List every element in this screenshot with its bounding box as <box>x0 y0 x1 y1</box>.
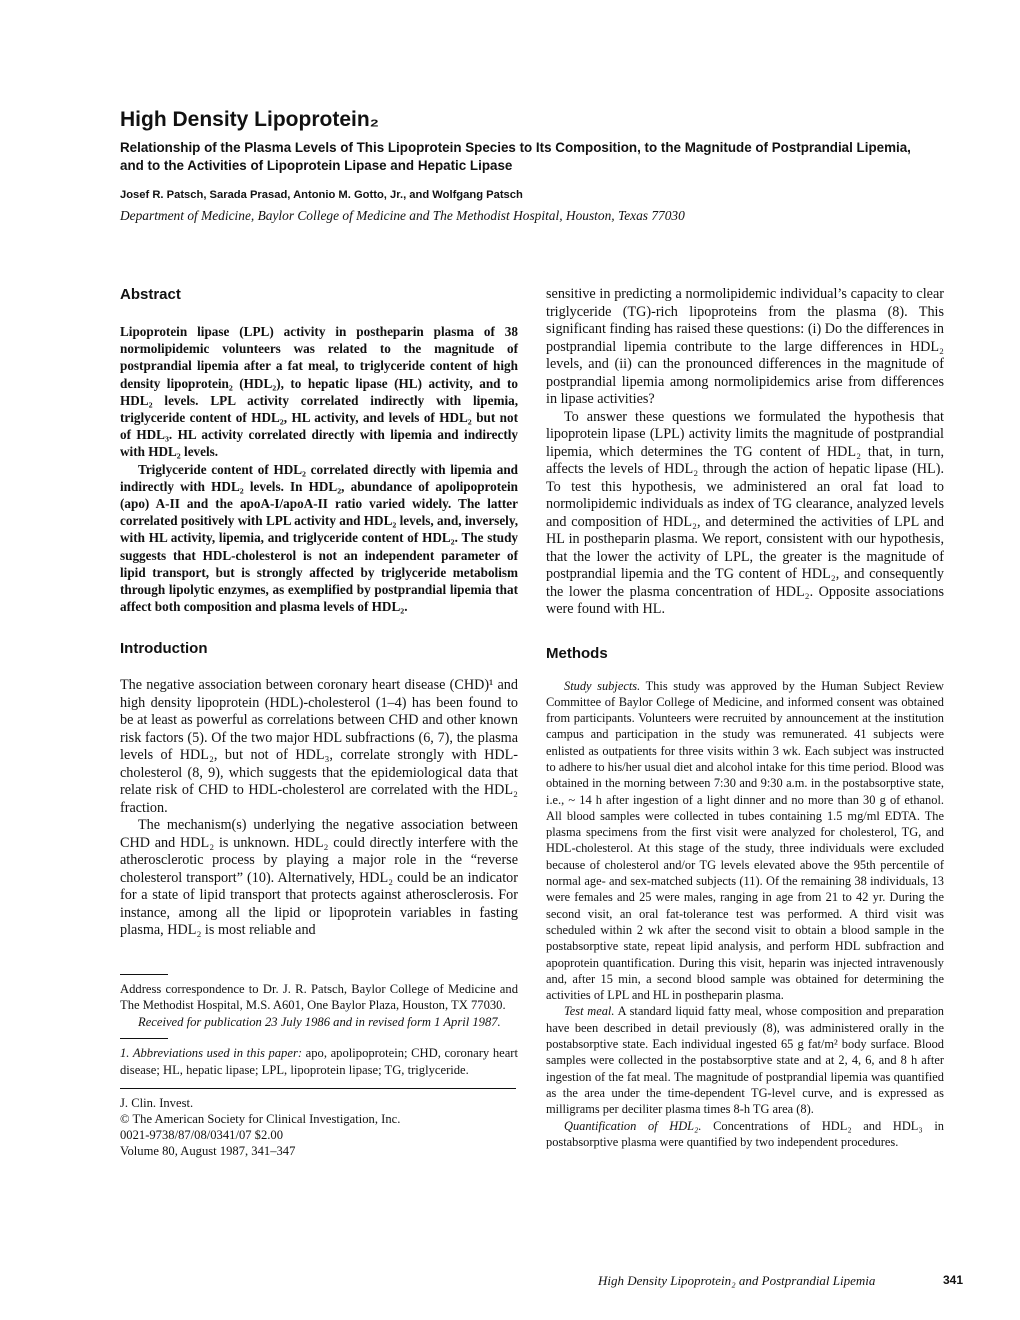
correspondence-note: Address correspondence to Dr. J. R. Patsch, Baylor College of Medicine and The Methodist Hospital, M.S. A601, One Baylor Plaza, Houston, TX 77030. <box>120 981 518 1013</box>
author-list: Josef R. Patsch, Sarada Prasad, Antonio M. Gotto, Jr., and Wolfgang Patsch <box>120 189 523 201</box>
methods-paragraph <box>546 1118 944 1151</box>
test-meal-label: Test meal. <box>564 1004 615 1019</box>
introduction-heading: Introduction <box>120 640 208 658</box>
abstract-heading: Abstract <box>120 286 181 303</box>
abstract-paragraph: Triglyceride content of HDL₂ correlated directly with lipemia and indirectly with HDL₂ levels. In HDL₂, abundance of apolipoprotein (apo) A-II and the apoA-I/apoA-II ratio varied widely. The latter correlated positively with LPL activity and HDL₂ levels, and, inversely, with HL activity, lipemia, and triglyceride content of HDL₂. The study suggests that HDL-cholesterol is not an independent parameter of lipid transport, but is strongly affected by triglyceride metabolism through lipolytic enzymes, as exemplified by postprandial lipemia that affect both composition and plasma levels of HDL₂. <box>120 461 518 615</box>
running-title: High Density Lipoprotein₂ and Postprandial Lipemia <box>598 1273 876 1288</box>
article-code: 0021-9738/87/08/0341/07 $2.00 <box>120 1127 284 1142</box>
intro-paragraph: The mechanism(s) underlying the negative association between CHD and HDL₂ is unknown. HDL₂ could directly interfere with the atherosclerotic process by playing a major role in the “reverse cholesterol transport” (10). Alternatively, HDL₂ could be an indicator for a state of lipid transport that protects against atherosclerosis. For instance, among all the lipid or lipoprotein variables in fasting plasma, HDL₂ is most reliable and <box>120 817 518 939</box>
study-subjects-text: This study was approved by the Human Subject Review Committee of Baylor College of Medicine, and informed consent was obtained from participants. Volunteers were recruited by announcement at the institution campus and participation in the study was remunerated. 41 subjects were enlisted as outpatients for three visits within 3 wk. Each subject was instructed to adhere to his/her usual diet and alcohol intake for this time period. Blood was obtained in the morning between 7:30 and 9:30 a.m. in the postabsorptive state, i.e., ~ 14 h after ingestion of a light dinner and no more than 30 g of ethanol. All blood samples were collected in tubes containing 1.5 mg/ml EDTA. The plasma specimens from the first visit were analyzed for cholesterol, TG, and HDL-cholesterol. At this stage of the study, three individuals were excluded because of cholesterol and/or TG levels elevated above the 95th percentile of normal age- and sex-matched subjects (11). Of the remaining 38 individuals, 13 were females and 25 were males, ranging in age from 21 to 42 yr. During the second visit, an oral fat-tolerance test was performed. A third visit was scheduled within 2 wk after the second visit to obtain a blood sample in the postabsorptive state, repeat lipid analysis, and perform HDL subfraction and apoprotein quantification. During this visit, heparin was injected intravenously and, after 15 min, a second blood sample was obtained for determining the activities of LPL and HL in postheparin plasma. <box>546 678 944 1003</box>
methods-paragraph <box>546 678 944 1004</box>
article-title: High Density Lipoprotein₂ <box>120 108 379 131</box>
study-subjects-label: Study subjects. <box>564 678 641 693</box>
received-note: Received for publication 23 July 1986 and in revised form 1 April 1987. <box>138 1014 501 1029</box>
intro-paragraph: The negative association between coronary heart disease (CHD)¹ and high density lipoprotein (HDL)-cholesterol (1–4) has been found to be at least as powerful as correlations between CHD and other known risk factors (5). Of the two major HDL subfractions (6, 7), the plasma levels of HDL₂, but not of HDL₃, correlate strongly with HDL-cholesterol (8, 9), which suggests that the epidemiological data that relate risk of CHD to HDL-cholesterol are correlated with the HDL₂ fraction. <box>120 677 518 816</box>
quantification-label: Quantification of HDL₂. <box>564 1118 702 1133</box>
quantification-text: Concentrations of HDL₂ and HDL₃ in postabsorptive plasma were quantified by two independent procedures. <box>546 1118 944 1149</box>
abbreviations-text: apo, apolipoprotein; CHD, coronary heart disease; HL, hepatic lipase; LPL, lipoprotein lipase; TG, triglyceride. <box>120 1046 518 1077</box>
journal-name: J. Clin. Invest. <box>120 1095 194 1110</box>
methods-heading: Methods <box>546 644 608 662</box>
running-footer <box>598 1273 963 1289</box>
left-column <box>120 286 518 1159</box>
test-meal-text: A standard liquid fatty meal, whose composition and preparation have been described in detail previously (8), was administered orally in the postabsorptive state. Each individual ingested 65 g fat/m² body surface. Blood samples were collected in the postabsorptive state and at 2, 4, 6, and 8 h after ingestion of the fat meal. The magnitude of postprandial lipemia was quantified as the area under the time-dependent TG-level curve, and is expressed as milligrams per deciliter plasma times 8-h TG area (8). <box>546 1004 944 1117</box>
right-column <box>546 286 944 1150</box>
abbreviations-label: 1. Abbreviations used in this paper: <box>120 1046 303 1061</box>
volume-line: Volume 80, August 1987, 341–347 <box>120 1143 296 1158</box>
page-number: 341 <box>942 1273 963 1287</box>
intro-continued: sensitive in predicting a normolipidemic individual’s capacity to clear triglyceride (TG)-rich lipoproteins from the plasma (8). This significant finding has raised these questions: (i) Do the differences in postprandial lipemia contribute to the large differences in HDL₂ levels, and (ii) can the pronounced differences in the magnitude of postprandial lipemia among normolipidemics arise from differences in lipase activities? <box>546 286 944 407</box>
intro-paragraph: To answer these questions we formulated the hypothesis that lipoprotein lipase (LPL) activity limits the magnitude of postprandial lipemia, which determines the TG content of HDL₂ that, in turn, affects the levels of HDL₂ through the action of hepatic lipase (HL). To test this hypothesis, we administered an oral fat load to normolipidemic individuals as index of TG clearance, analyzed levels and composition of HDL₂, and determined the activities of LPL and HL in postheparin plasma. We report, consistent with our hypothesis, that the lower the activity of LPL, the greater is the magnitude of postprandial lipemia and the TG content of HDL₂, and consequently the lower the plasma concentration of HDL₂. Opposite associations were found with HL. <box>546 408 944 617</box>
affiliation: Department of Medicine, Baylor College of Medicine and The Methodist Hospital, Houston, Texas 77030 <box>120 208 685 223</box>
article-subtitle: Relationship of the Plasma Levels of This Lipoprotein Species to Its Composition, to the Magnitude of Postprandial Lipemia, and to the Activities of Lipoprotein Lipase and Hepatic Lipase <box>120 140 911 173</box>
methods-paragraph <box>546 1003 944 1117</box>
abstract-paragraph: Lipoprotein lipase (LPL) activity in postheparin plasma of 38 normolipidemic volunteers was related to the magnitude of postprandial lipemia after a fat meal, to triglyceride content of high density lipoprotein₂ (HDL₂), to hepatic lipase (HL) activity, and to HDL₂ levels. LPL activity correlated indirectly with lipemia, triglyceride content of HDL₂, HL activity, and levels of HDL₂ but not of HDL₃. HL activity correlated directly with lipemia and indirectly with HDL₂ levels. <box>120 324 518 460</box>
abbreviations-footnote <box>120 1045 518 1078</box>
citation-block <box>120 1095 518 1159</box>
copyright-line: © The American Society for Clinical Investigation, Inc. <box>120 1111 401 1126</box>
